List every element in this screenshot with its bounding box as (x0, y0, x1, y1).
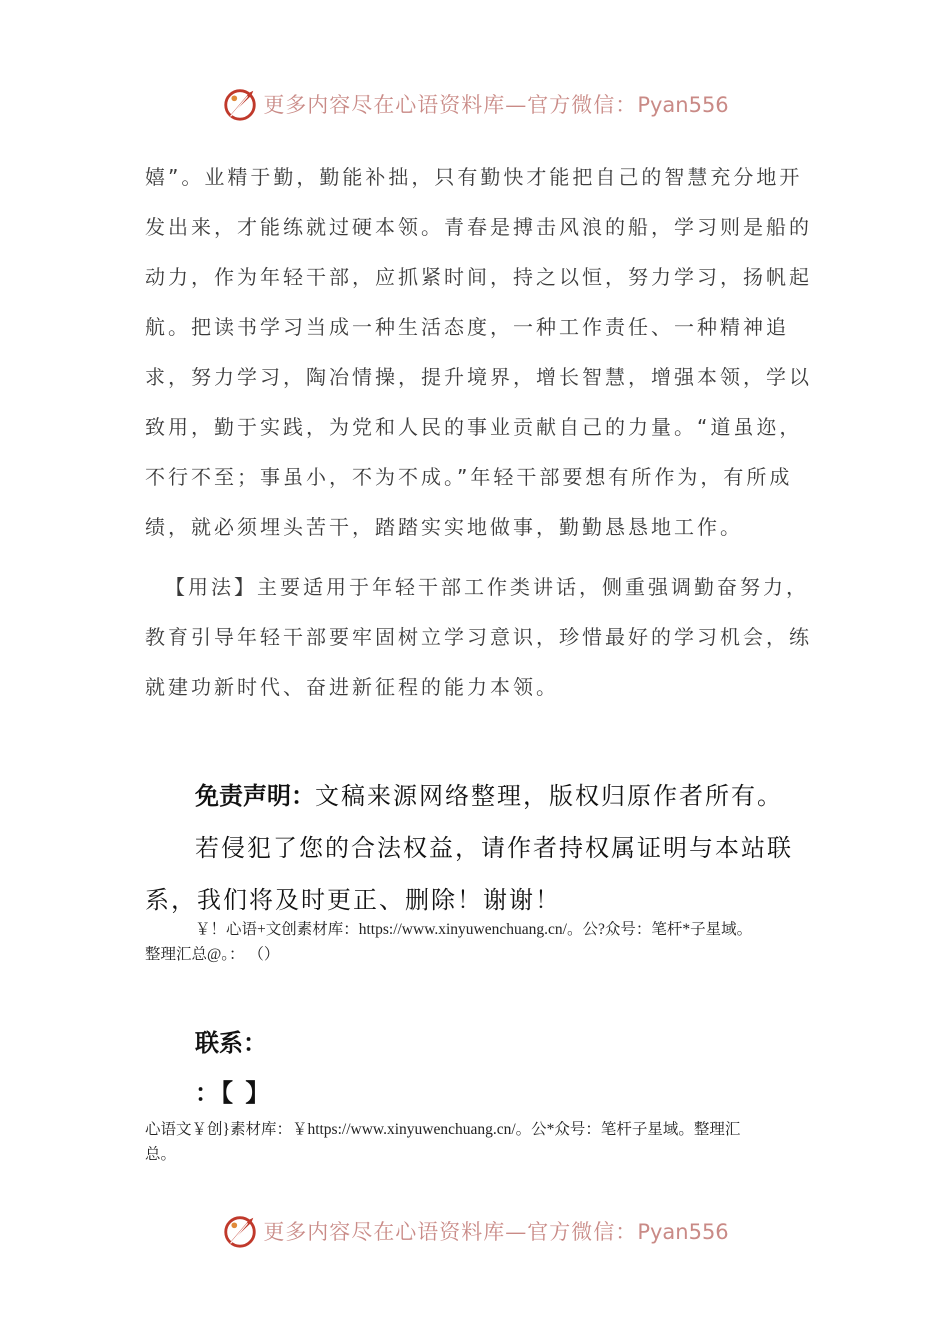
article-paragraph-2: 【用法】主要适用于年轻干部工作类讲话，侧重强调勤奋努力，教育引导年轻干部要牢固树立学习意识，珍惜最好的学习机会，练就建功新时代、奋进新征程的能力本领。 (145, 575, 812, 699)
contact-label: 联系： (195, 1029, 267, 1057)
disclaimer-label: 免责声明： (195, 782, 315, 810)
disclaimer-line-1: 免责声明：文稿来源网络整理，版权归原作者所有。 (195, 782, 783, 810)
contact-brackets: ：【 】 (195, 1079, 272, 1107)
source-note-1: ￥！心语+文创素材库：https://www.xinyuwenchuang.cn/。公?众号：笔杆*子星域。 整理汇总@。： （） (145, 921, 753, 963)
quill-logo-icon (221, 85, 259, 123)
footer-banner (0, 1209, 950, 1253)
article-paragraph-1: 嬉”。业精于勤，勤能补拙，只有勤快才能把自己的智慧充分地开发出来，才能练就过硬本领。青春是搏击风浪的船，学习则是船的动力，作为年轻干部，应抓紧时间，持之以恒，努力学习，扬帆起航。把读书学习当成一种生活态度，一种工作责任、一种精神追求，努力学习，陶冶情操，提升境界，增长智慧，增强本领，学以致用，勤于实践，为党和人民的事业贡献自己的力量。“道虽迩，不行不至；事虽小，不为不成。”年轻干部要想有所作为，有所成绩，就必须埋头苦干，踏踏实实地做事，勤勤恳恳地工作。 (145, 165, 812, 539)
source-note-2: 心语文￥创}素材库：￥https://www.xinyuwenchuang.cn/。公*众号：笔杆子星域。整理汇 总。 (145, 1121, 741, 1163)
header-banner (0, 82, 950, 126)
quill-logo-icon (221, 1212, 259, 1250)
disclaimer-block (145, 770, 815, 926)
banner-text: 更多内容尽在心语资料库—官方微信：Pyan556 (263, 93, 729, 117)
disclaimer-line-3: 系，我们将及时更正、删除！谢谢！ (145, 886, 561, 914)
disclaimer-line-2: 若侵犯了您的合法权益，请作者持权属证明与本站联 (195, 834, 793, 862)
banner-text: 更多内容尽在心语资料库—官方微信：Pyan556 (263, 1220, 729, 1244)
